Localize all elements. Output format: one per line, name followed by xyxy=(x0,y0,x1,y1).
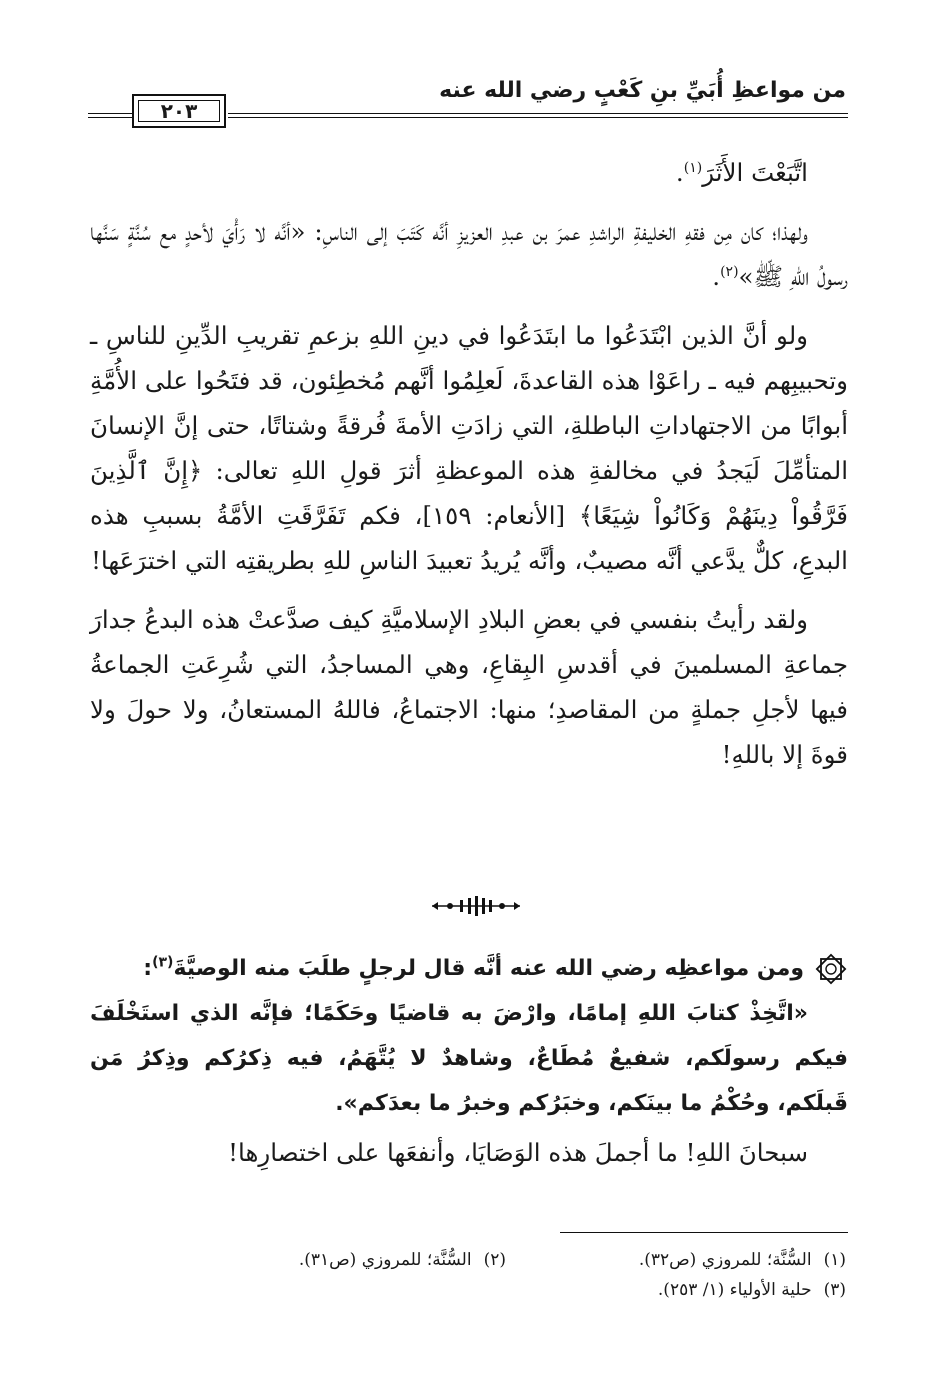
ornament-divider xyxy=(430,896,522,916)
octagram-icon xyxy=(814,952,848,986)
footnote-1-number: (١) xyxy=(823,1250,846,1270)
paragraph-2-text: ولهذا؛ كان مِن فقهِ الخليفةِ الراشدِ عمرَ بن عبدِ العزيزِ أنَّه كَتَبَ إلى الناسِ: «أنَّه لا رَأْيَ لأحدٍ مع سُنَّةٍ سَنَّها رسولُ اللهِ ﷺ» xyxy=(90,217,848,291)
section-heading-text: ومن مواعظِه رضي الله عنه أنَّه قال لرجلٍ طلَبَ منه الوصيَّةَ xyxy=(173,956,804,981)
paragraph-2-end: . xyxy=(712,262,721,291)
footnote-3 xyxy=(506,1275,846,1305)
header-rule-left xyxy=(88,113,132,118)
quote-text: «اتَّخِذْ كتابَ اللهِ إمامًا، وارْضَ به قاضيًا وحَكَمًا؛ فإنَّه الذي استَخْلَفَ فيكم رسولَكم، شفيعٌ مُطَاعٌ، وشاهدٌ لا يُتَّهَمُ، فيه ذِكرُكم وذِكرُ مَن قَبلَكم، وحُكْمُ ما بينَكم، وخبَرُكم وخبرُ ما بعدَكم». xyxy=(90,1001,848,1116)
footnote-2 xyxy=(166,1245,506,1275)
running-title: من مواعظِ أُبَيِّ بنِ كَعْبٍ رضي الله عنه xyxy=(439,78,846,103)
footnote-ref-2[interactable]: (٢) xyxy=(720,263,739,280)
paragraph-1-text: اتَّبَعْتَ الأَثَرَ xyxy=(702,158,808,187)
body-text xyxy=(90,150,848,777)
paragraph-4: ولقد رأيتُ بنفسي في بعضِ البلادِ الإسلاميَّةِ كيف صدَّعتْ هذه البدعُ جدارَ جماعةِ المسلمينَ في أقدسِ البِقاعِ، وهي المساجدُ، التي شُرِعَتِ الجماعةُ فيها لأجلِ جملةٍ من المقاصدِ؛ منها: الاجتماعُ، فاللهُ المستعانُ، ولا حولَ ولا قوةَ إلا باللهِ! xyxy=(90,605,848,769)
page-number-box xyxy=(132,94,226,128)
section-heading xyxy=(90,946,848,991)
footnote-1-text: السُّنَّة؛ للمروزي (ص٣٢). xyxy=(638,1250,812,1270)
section-heading-end: : xyxy=(143,956,153,981)
closing-text: سبحانَ اللهِ! ما أجملَ هذه الوَصَايَا، وأنفعَها على اختصارِها! xyxy=(228,1138,808,1167)
footnotes xyxy=(146,1245,846,1305)
footnote-3-text: حلية الأولياء (١/ ٢٥٣). xyxy=(657,1280,812,1300)
footnote-rule xyxy=(560,1232,848,1233)
paragraph-3: ولو أنَّ الذين ابْتَدَعُوا ما ابتَدَعُوا في دينِ اللهِ بزعمِ تقريبِ الدِّينِ للناسِ ـ وتحبيبِهم فيه ـ راعَوْا هذه القاعدةَ، لَعلِمُوا أنَّهم مُخطِئون، قد فتَحُوا على الأُمَّةِ أبوابًا من الاجتهاداتِ الباطلةِ، التي زادَتِ الأمةَ فُرقةً وشتاتًا، حتى إنَّ الإنسانَ المتأمِّلَ لَيَجدُ في مخالفةِ هذه الموعظةِ أثرَ قولِ اللهِ تعالى: ﴿إِنَّ ٱلَّذِينَ فَرَّقُواْ دِينَهُمْ وَكَانُواْ شِيَعًا﴾ [الأنعام: ١٥٩]، فكم تَفَرَّقَتِ الأمَّةُ بسببِ هذه البدعِ، كلٌّ يدَّعي أنَّه مصيبٌ، وأنَّه يُريدُ تعبيدَ الناسِ للهِ بطريقتِه التي اخترَعَها! xyxy=(90,321,849,575)
header-rule xyxy=(228,113,848,118)
section-advice xyxy=(90,946,848,1175)
footnote-ref-1[interactable]: (١) xyxy=(683,159,703,176)
page-number: ٢٠٣ xyxy=(138,100,220,122)
paragraph-1-end: . xyxy=(675,158,684,187)
paragraph-1 xyxy=(90,150,848,195)
footnote-2-text: السُّنَّة؛ للمروزي (ص٣١). xyxy=(298,1250,472,1270)
footnote-3-number: (٣) xyxy=(823,1280,846,1300)
paragraph-2 xyxy=(90,209,848,299)
footnote-1 xyxy=(506,1245,846,1275)
footnote-2-number: (٢) xyxy=(483,1250,506,1270)
footnote-ref-3[interactable]: (٣) xyxy=(152,954,174,971)
